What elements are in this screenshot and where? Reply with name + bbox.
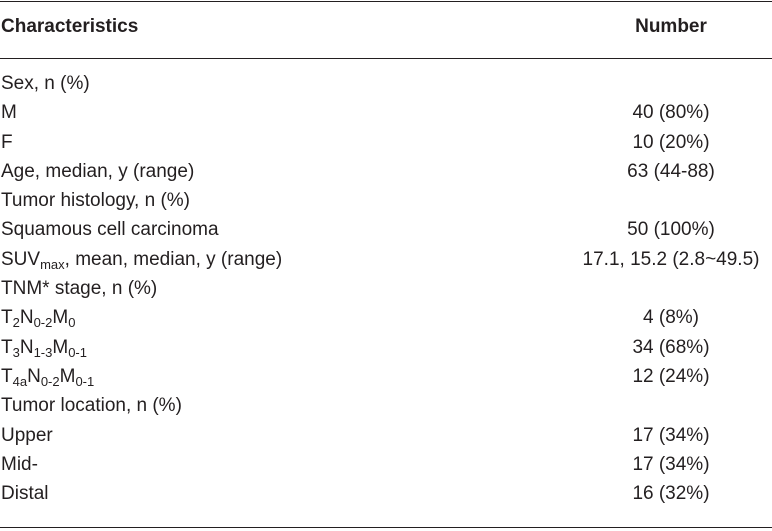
table-bottom-rule [0,527,772,528]
label-subscript: 0-2 [33,315,53,331]
header-number: Number [635,16,707,37]
row-label: Upper [1,424,53,446]
table-row [0,157,772,186]
label-part: M [52,336,69,358]
row-value: 16 (32%) [632,483,710,505]
label-part: N [19,307,34,329]
label-subscript: max [40,256,65,272]
label-part: N [27,365,41,387]
label-part: T [1,307,13,329]
header-characteristics: Characteristics [1,16,139,37]
table-row [0,186,772,215]
label-part: SUV [1,248,41,270]
table-row [0,69,772,98]
label-subscript: 0 [68,315,76,331]
row-value: 34 (68%) [632,336,710,358]
table-row [0,245,772,274]
label-subscript: 3 [12,344,20,360]
table-row [0,303,772,332]
label-part: , mean, median, y (range) [64,248,283,270]
row-label: Squamous cell carcinoma [1,219,219,241]
table-row [0,391,772,420]
row-label-suv [1,245,282,274]
table-row [0,98,772,127]
table-row [0,479,772,508]
label-subscript: 0-1 [68,344,87,360]
label-part: N [19,336,34,358]
table-header [0,16,772,42]
label-subscript: 0-1 [75,373,95,389]
label-subscript: 2 [12,315,20,331]
row-value: 17 (34%) [632,424,710,446]
table-body [0,69,772,508]
row-label-tnm [1,333,87,362]
row-label-tnm [1,362,94,391]
table-row [0,215,772,244]
label-part: M [52,307,69,329]
row-value: 10 (20%) [632,131,710,153]
table-row [0,450,772,479]
row-value: 40 (80%) [632,102,710,124]
table-row [0,128,772,157]
row-value: 12 (24%) [632,365,710,387]
label-subscript: 1-3 [33,344,53,360]
row-label: M [1,102,17,124]
row-value: 17.1, 15.2 (2.8~49.5) [582,248,760,270]
row-value: 63 (44-88) [627,160,715,182]
row-label: Mid- [1,453,38,475]
label-part: M [59,365,76,387]
row-label: Age, median, y (range) [1,160,195,182]
row-label: TNM* stage, n (%) [1,278,158,300]
row-label: Tumor location, n (%) [1,395,182,417]
row-value: 50 (100%) [627,219,715,241]
row-value: 17 (34%) [632,453,710,475]
label-part: T [1,336,13,358]
table-header-rule [0,58,772,59]
row-label-tnm [1,303,75,332]
row-value: 4 (8%) [643,307,699,329]
label-subscript: 4a [12,373,28,389]
label-subscript: 0-2 [40,373,60,389]
table-row [0,362,772,391]
row-label: Distal [1,483,49,505]
table-row [0,421,772,450]
table-row [0,333,772,362]
row-label: Sex, n (%) [1,73,90,94]
table-row [0,274,772,303]
label-part: T [1,365,13,387]
table-top-rule [0,1,772,2]
row-label: F [1,131,13,153]
row-label: Tumor histology, n (%) [1,190,190,212]
